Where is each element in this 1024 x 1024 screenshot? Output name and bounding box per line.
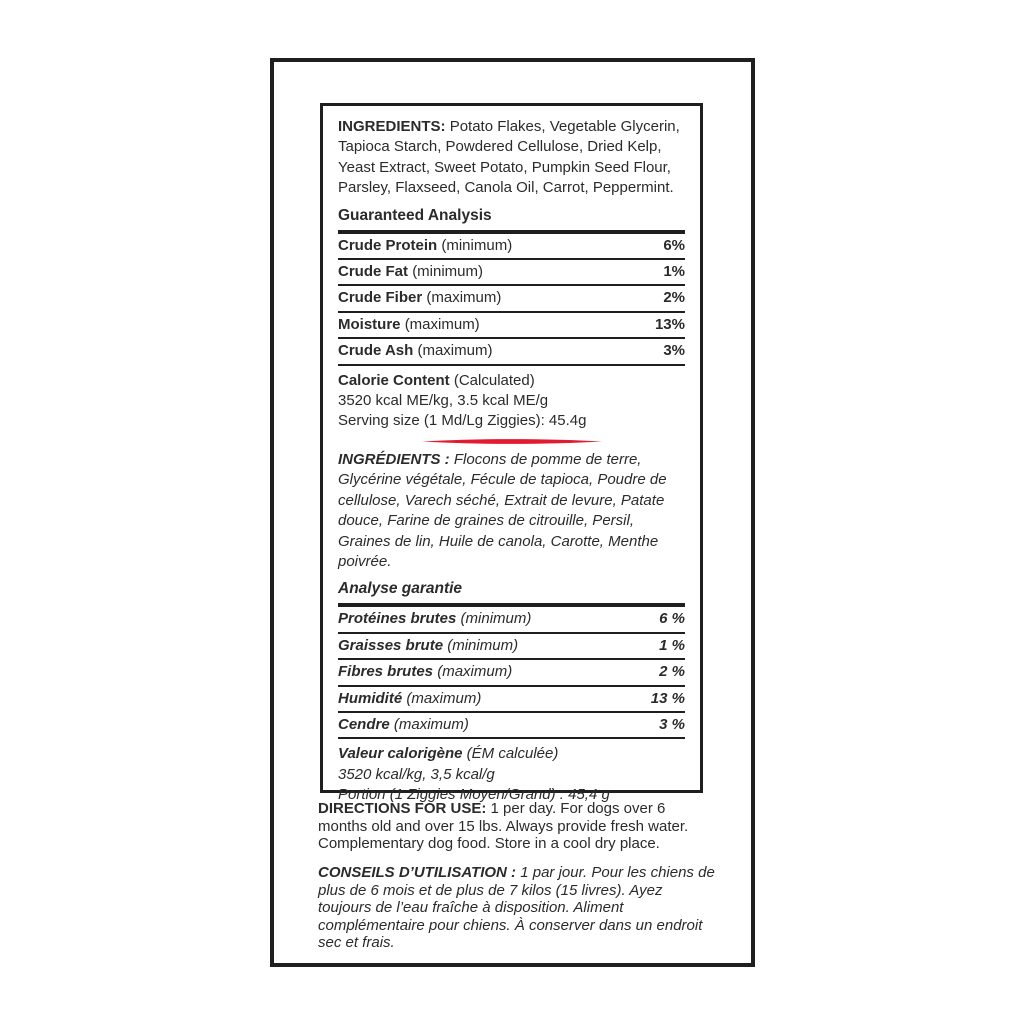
row-term: Crude Fiber (maximum) (338, 289, 502, 307)
ingredients-en-text: Potato Flakes, Vegetable Glycerin, Tapioca Starch, Powdered Cellulose, Dried Kelp, Yeast Extract, Sweet Potato, Pumpkin Seed Flour, Parsley, Flaxseed, Canola Oil, Carrot, Peppermint. (338, 118, 680, 197)
row-value: 2% (663, 289, 685, 307)
directions-fr-heading: CONSEILS D’UTILISATION : (318, 864, 517, 881)
directions-en-heading: DIRECTIONS FOR USE: (318, 800, 487, 817)
row-value: 6% (663, 236, 685, 254)
section-divider (338, 438, 685, 445)
table-row-cendre (338, 713, 685, 739)
ingredients-fr-heading: INGRÉDIENTS : (338, 450, 450, 468)
calorie-heading-line: Valeur calorigène (ÉM calculée) (338, 745, 559, 763)
row-value: 1 % (659, 636, 685, 654)
table-row-fibres-brutes (338, 660, 685, 686)
label-outer-border (270, 58, 755, 967)
row-term: Graisses brute (minimum) (338, 636, 519, 654)
row-value: 3 % (659, 715, 685, 733)
directions-en-text: 1 per day. For dogs over 6 months old and over 15 lbs. Always provide fresh water. Complementary dog food. Store in a cool dry place. (318, 800, 689, 853)
ingredients-fr-text: Flocons de pomme de terre, Glycérine végétale, Fécule de tapioca, Poudre de cellulose, Varech séché, Extrait de levure, Patate douce, Farine de graines de citrouille, Persil, Graines de lin, Huile de canola, Carotte, Menthe poivrée. (338, 450, 667, 570)
table-row-crude-fat (338, 260, 685, 286)
calorie-values-line: 3520 kcal/kg, 3,5 kcal/g (338, 765, 495, 783)
row-term: Cendre (maximum) (338, 715, 469, 733)
table-row-crude-protein (338, 234, 685, 260)
calorie-heading-line: Calorie Content (Calculated) (338, 371, 535, 389)
table-row-graisses-brute (338, 634, 685, 660)
ingredients-en-heading: INGREDIENTS: (338, 118, 446, 135)
table-row-proteines-brutes (338, 607, 685, 633)
directions-for-use-en (318, 800, 718, 853)
row-value: 6 % (659, 610, 685, 628)
guaranteed-analysis-table-en (338, 234, 685, 366)
row-term: Humidité (maximum) (338, 689, 482, 707)
row-value: 2 % (659, 663, 685, 681)
calorie-serving-line: Serving size (1 Md/Lg Ziggies): 45.4g (338, 412, 587, 430)
guaranteed-analysis-table-fr (338, 607, 685, 739)
row-value: 13 % (650, 689, 685, 707)
row-value: 1% (663, 263, 685, 281)
guaranteed-analysis-title-en: Guaranteed Analysis (338, 206, 685, 234)
row-value: 3% (663, 342, 685, 360)
row-value: 13% (654, 315, 685, 333)
nutrition-panel (320, 103, 703, 804)
row-term: Fibres brutes (maximum) (338, 663, 513, 681)
table-row-humidite (338, 687, 685, 713)
calorie-serving-line: Portion (1 Ziggies Moyen/Grand) : 45,4 g (338, 786, 610, 804)
calorie-content-fr (338, 744, 685, 805)
row-term: Crude Fat (minimum) (338, 263, 484, 281)
ingredients-en-paragraph (338, 117, 685, 199)
table-row-crude-fiber (338, 286, 685, 312)
directions-fr-text: 1 par jour. Pour les chiens de plus de 6 mois et de plus de 7 kilos (15 livres). Ayez toujours de l’eau fraîche à disposition. Aliment complémentaire pour chiens. À conserver dans un endroit sec et frais. (318, 864, 715, 952)
ingredients-fr-paragraph (338, 450, 685, 572)
guaranteed-analysis-title-fr: Analyse garantie (338, 579, 685, 607)
calorie-content-en (338, 371, 685, 432)
calorie-values-line: 3520 kcal ME/kg, 3.5 kcal ME/g (338, 392, 549, 410)
row-term: Protéines brutes (minimum) (338, 610, 532, 628)
directions-for-use-fr (318, 864, 718, 952)
table-row-crude-ash (338, 339, 685, 365)
row-term: Moisture (maximum) (338, 315, 480, 333)
red-lens-divider-icon (422, 438, 602, 445)
row-term: Crude Protein (minimum) (338, 236, 513, 254)
row-term: Crude Ash (maximum) (338, 342, 493, 360)
table-row-moisture (338, 313, 685, 339)
